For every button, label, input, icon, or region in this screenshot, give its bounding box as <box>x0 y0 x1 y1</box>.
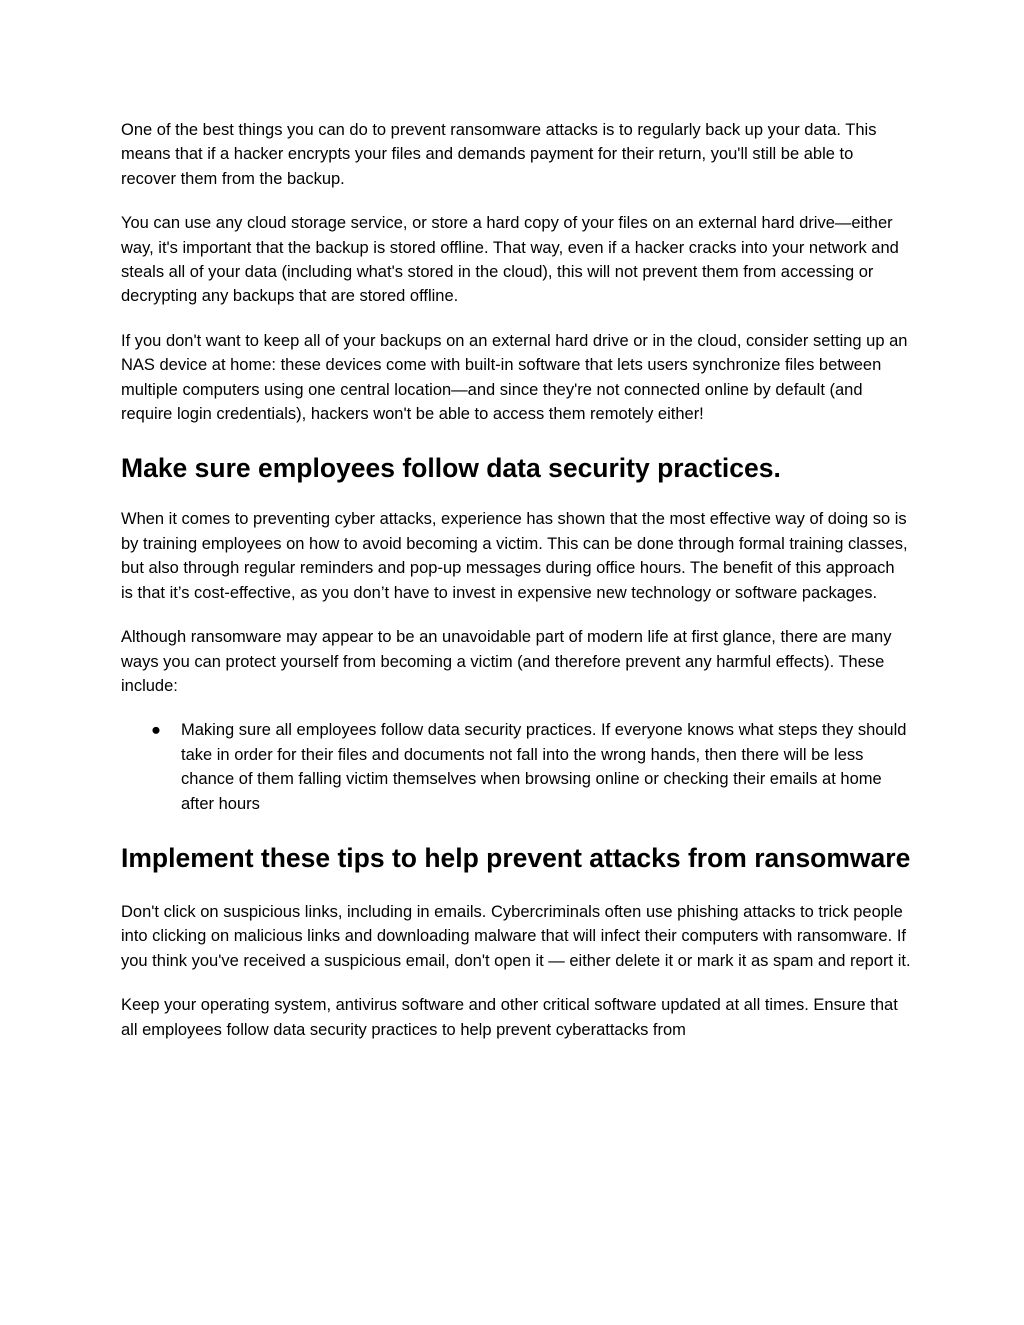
paragraph-training: When it comes to preventing cyber attacks, experience has shown that the most effective way of doing so is by training employees on how to avoid becoming a victim. This can be done through formal training classes, but also through regular reminders and pop-up messages during office hours. The benefit of this approach is that it’s cost-effective, as you don’t have to invest in expensive new technology or software packages. <box>121 510 908 602</box>
paragraph-cloud-storage: You can use any cloud storage service, or store a hard copy of your files on an external hard drive—either way, it's important that the backup is stored offline. That way, even if a hacker cracks into your network and steals all of your data (including what's stored in the cloud), this will not prevent them from accessing or decrypting any backups that are stored offline. <box>121 214 899 306</box>
paragraph-suspicious-links: Don't click on suspicious links, including in emails. Cybercriminals often use phishing attacks to trick people into clicking on malicious links and downloading malware that will infect their computers with ransomware. If you think you've received a suspicious email, don't open it — either delete it or mark it as spam and report it. <box>121 902 911 970</box>
heading-employee-security: Make sure employees follow data security practices. <box>121 453 781 484</box>
heading-implement-tips: Implement these tips to help prevent attacks from ransomware <box>121 842 911 873</box>
list-item <box>121 718 911 816</box>
paragraph-updates: Keep your operating system, antivirus software and other critical software updated at all times. Ensure that all employees follow data security practices to help prevent cyberattacks from <box>121 996 898 1039</box>
protection-list <box>121 718 911 816</box>
paragraph-nas-device: If you don't want to keep all of your backups on an external hard drive or in the cloud, consider setting up an NAS device at home: these devices come with built-in software that lets users synchronize files between multiple computers using one central location—and since they're not connected online by default (and require login credentials), hackers won't be able to access them remotely either! <box>121 331 908 424</box>
document-page <box>121 118 911 1042</box>
bullet-icon: ● <box>151 721 161 740</box>
paragraph-backup-intro: One of the best things you can do to prevent ransomware attacks is to regularly back up your data. This means that if a hacker encrypts your files and demands payment for their return, you'll still be able to recover them from the backup. <box>121 121 877 188</box>
list-item-text: Making sure all employees follow data security practices. If everyone knows what steps they should take in order for their files and documents not fall into the wrong hands, then there will be less chance of them falling victim themselves when browsing online or checking their emails at home after hours <box>181 721 907 813</box>
paragraph-protection-ways: Although ransomware may appear to be an unavoidable part of modern life at first glance, there are many ways you can protect yourself from becoming a victim (and therefore prevent any harmful effects). These include: <box>121 628 892 695</box>
